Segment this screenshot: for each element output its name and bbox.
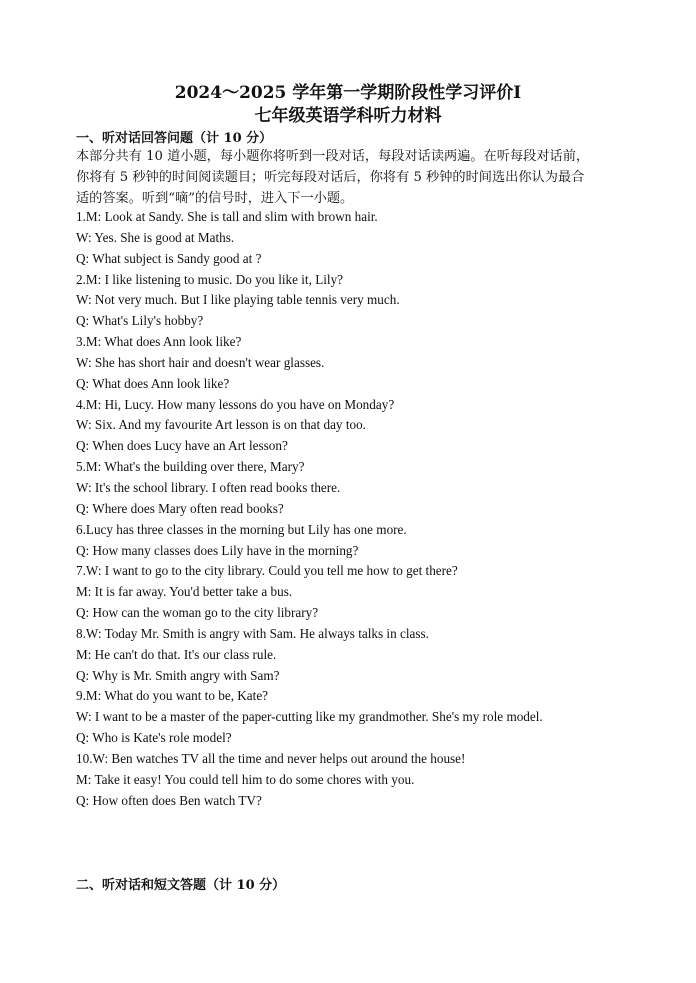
dialogue-line: 4.M: Hi, Lucy. How many lessons do you have on Monday? xyxy=(76,396,395,412)
dialogue-line: 10.W: Ben watches TV all the time and never helps out around the house! xyxy=(76,750,466,766)
dialogue-line: 8.W: Today Mr. Smith is angry with Sam. He always talks in class. xyxy=(76,625,429,641)
dialogue-line: Q: Who is Kate's role model? xyxy=(76,730,232,746)
dialogue-line: M: Take it easy! You could tell him to do some chores with you. xyxy=(76,771,415,787)
section-1-instructions xyxy=(76,146,624,209)
dialogue-line: 1.M: Look at Sandy. She is tall and slim with brown hair. xyxy=(76,209,378,224)
instruction-line: 你将有 5 秒钟的时间阅读题目；听完每段对话后，你将有 5 秒钟的时间选出你认为最合 xyxy=(76,170,585,185)
dialogue-line: 9.M: What do you want to be, Kate? xyxy=(76,688,269,704)
section-1-heading: 一、听对话回答问题（计 10 分） xyxy=(76,131,273,146)
dialogue-line: Q: What subject is Sandy good at ? xyxy=(76,250,262,266)
dialogue-line: W: I want to be a master of the paper-cutting like my grandmother. She's my role model. xyxy=(76,709,543,725)
dialogue-line: Q: How many classes does Lily have in the morning? xyxy=(76,542,359,558)
dialogue-line: Q: What's Lily's hobby? xyxy=(76,313,204,329)
dialogue-line: Q: How can the woman go to the city library? xyxy=(76,605,319,621)
dialogue-line: 7.W: I want to go to the city library. Could you tell me how to get there? xyxy=(76,563,458,579)
dialogue-line: Q: Why is Mr. Smith angry with Sam? xyxy=(76,667,280,683)
section-2-heading: 二、听对话和短文答题（计 10 分） xyxy=(76,878,286,893)
dialogue-line: Q: What does Ann look like? xyxy=(76,375,230,391)
dialogue-line: 3.M: What does Ann look like? xyxy=(76,334,242,350)
dialogue-line: Q: When does Lucy have an Art lesson? xyxy=(76,438,288,454)
dialogue-line: W: Yes. She is good at Maths. xyxy=(76,229,235,245)
dialogue-line: W: Six. And my favourite Art lesson is on that day too. xyxy=(76,417,366,433)
instruction-line: 适的答案。听到“嘀”的信号时，进入下一小题。 xyxy=(76,191,354,206)
dialogue-line: Q: Where does Mary often read books? xyxy=(76,500,284,516)
instruction-line: 本部分共有 10 道小题，每小题你将听到一段对话，每段对话读两遍。在听每段对话前， xyxy=(76,149,590,164)
dialogue-transcript xyxy=(76,207,624,811)
dialogue-line: W: It's the school library. I often read books there. xyxy=(76,479,341,495)
dialogue-line: W: She has short hair and doesn't wear glasses. xyxy=(76,354,325,370)
dialogue-line: M: He can't do that. It's our class rule. xyxy=(76,646,277,662)
dialogue-line: Q: How often does Ben watch TV? xyxy=(76,792,262,808)
document-subtitle: 七年级英语学科听力材料 xyxy=(254,106,442,126)
dialogue-line: 6.Lucy has three classes in the morning but Lily has one more. xyxy=(76,521,407,537)
dialogue-line: W: Not very much. But I like playing table tennis very much. xyxy=(76,292,400,308)
document-title: 2024～2025 学年第一学期阶段性学习评价Ⅰ xyxy=(174,83,522,103)
dialogue-line: M: It is far away. You'd better take a bus. xyxy=(76,584,293,600)
dialogue-line: 5.M: What's the building over there, Mary? xyxy=(76,459,305,475)
dialogue-line: 2.M: I like listening to music. Do you like it, Lily? xyxy=(76,271,344,287)
